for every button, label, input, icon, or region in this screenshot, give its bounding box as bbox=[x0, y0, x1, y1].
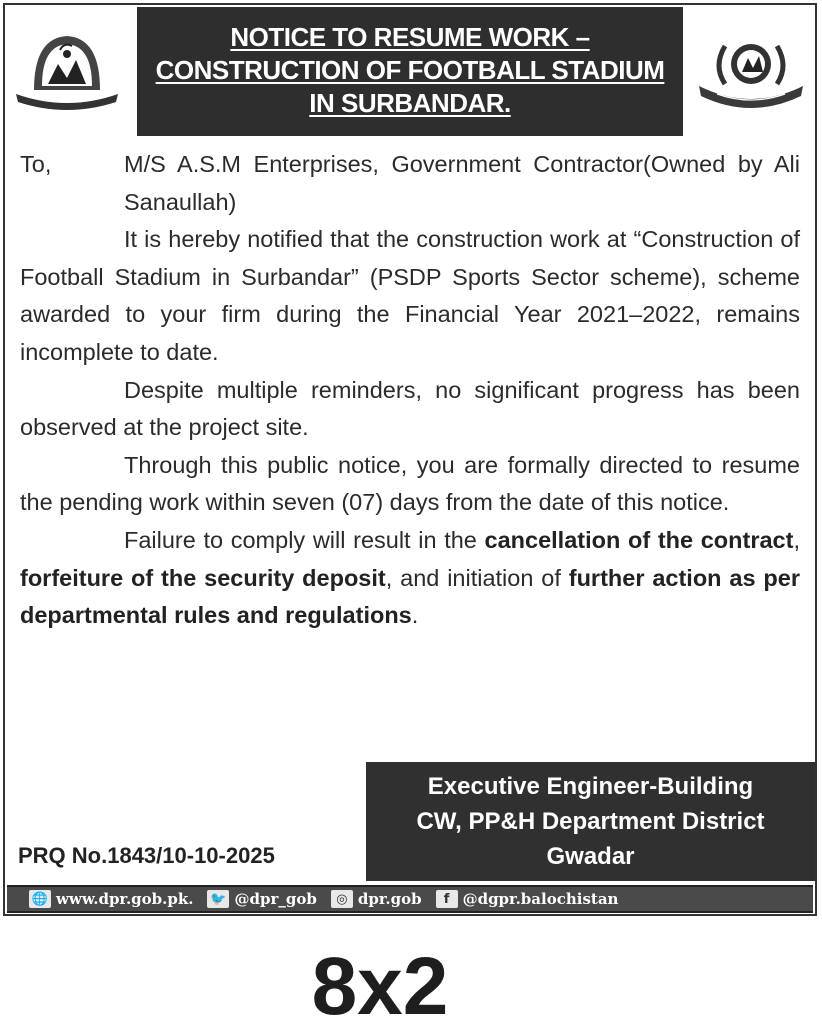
p4-bold-further-action: further action as per departmental rules and regulations bbox=[20, 564, 800, 629]
paragraph-4 bbox=[20, 522, 800, 635]
footer-website[interactable] bbox=[29, 890, 193, 908]
to-label: To, bbox=[20, 151, 52, 177]
twitter-text: @dpr_gob bbox=[234, 890, 317, 908]
paragraph-3: Through this public notice, you are formally directed to resume the pending work within seven (07) days from the date of this notice. bbox=[20, 451, 800, 516]
p4-bold-cancellation: cancellation of the contract bbox=[484, 526, 794, 553]
signature-line-1: Executive Engineer-Building bbox=[427, 773, 754, 800]
signature-line-3: Gwadar bbox=[546, 843, 635, 870]
instagram-text: dpr.gob bbox=[357, 890, 422, 908]
addressee-row bbox=[20, 146, 800, 221]
instagram-icon: ◎ bbox=[331, 890, 353, 908]
globe-icon: 🌐 bbox=[29, 890, 51, 908]
paragraph-2: Despite multiple reminders, no significant progress has been observed at the project site. bbox=[20, 376, 800, 441]
notice-title-line-3: IN SURBANDAR. bbox=[309, 88, 511, 118]
footer-instagram[interactable] bbox=[331, 890, 422, 908]
p4-text-4: . bbox=[411, 602, 419, 629]
ad-size-label: 8x2 bbox=[311, 941, 449, 1032]
twitter-icon: 🐦 bbox=[207, 890, 229, 908]
signature-line-2: CW, PP&H Department District bbox=[416, 808, 765, 835]
p4-text-1: Failure to comply will result in the bbox=[124, 526, 485, 553]
p4-text-2: , bbox=[793, 526, 800, 553]
footer-twitter[interactable] bbox=[207, 890, 316, 908]
addressee-name: M/S A.S.M Enterprises, Government Contractor(Owned by Ali Sanaullah) bbox=[124, 151, 800, 215]
notice-body bbox=[20, 146, 800, 635]
paragraph-1: It is hereby notified that the construction work at “Construction of Football Stadium in Surbandar” (PSDP Sports Sector scheme), scheme awarded to your firm during the Financial Year 2021–2022, remains incomplete to date. bbox=[20, 226, 800, 365]
notice-title-line-1: NOTICE TO RESUME WORK – bbox=[230, 22, 590, 52]
website-text: www.dpr.gob.pk. bbox=[56, 890, 194, 908]
department-seal-logo bbox=[695, 32, 807, 112]
signature-box bbox=[366, 762, 815, 881]
p4-text-3: , and initiation of bbox=[385, 564, 569, 591]
p4-bold-forfeiture: forfeiture of the security deposit bbox=[20, 564, 386, 591]
facebook-icon: f bbox=[436, 890, 458, 908]
balochistan-emblem-logo bbox=[12, 28, 122, 112]
notice-title-line-2: CONSTRUCTION OF FOOTBALL STADIUM bbox=[155, 55, 665, 85]
facebook-text: @dgpr.balochistan bbox=[462, 890, 619, 908]
notice-title-box bbox=[137, 7, 683, 136]
footer-bar bbox=[7, 885, 813, 913]
footer-facebook[interactable] bbox=[436, 890, 619, 908]
prq-number: PRQ No.1843/10-10-2025 bbox=[18, 843, 275, 868]
